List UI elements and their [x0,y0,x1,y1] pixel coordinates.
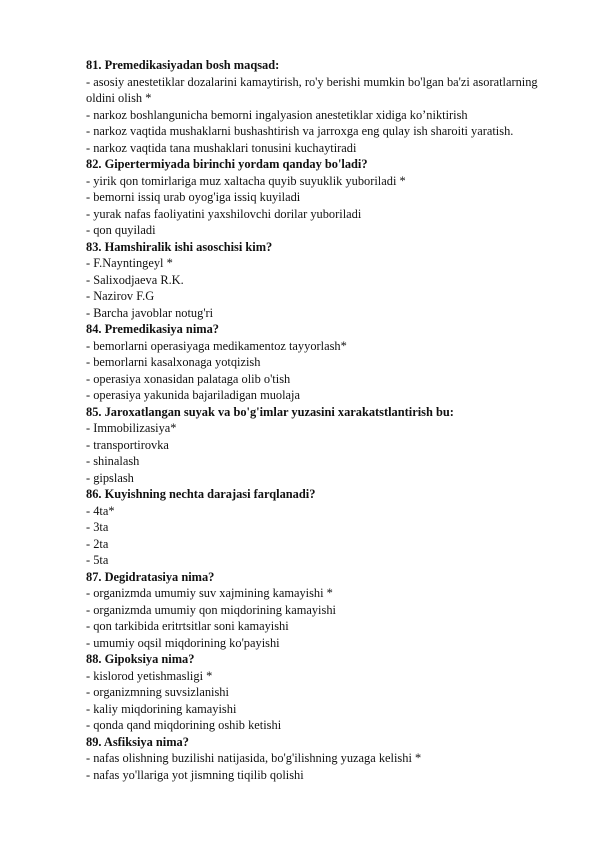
question-84 [86,321,538,404]
answer-option: - 2ta [86,536,109,551]
answer-option: - narkoz vaqtida mushaklarni bushashtirish va jarroxga eng qulay ish sharoiti yaratish. [86,124,514,138]
answer-option: - yirik qon tomirlariga muz xaltacha quyib suyuklik yuboriladi * [86,173,406,188]
question-title: 89. Asfiksiya nima? [86,734,189,749]
answer-option: - Immobilizasiya* [86,421,177,435]
question-title: 82. Gipertermiyada birinchi yordam qanday bo'ladi? [86,157,368,171]
answer-option: - operasiya xonasidan palataga olib o'tish [86,371,291,386]
answer-option: - shinalash [86,454,140,468]
question-title: 83. Hamshiralik ishi asoschisi kim? [86,239,273,254]
answer-option: - 4ta* [86,503,115,518]
answer-option: - umumiy oqsil miqdorining ko'payishi [86,635,280,650]
question-83 [86,239,538,322]
answer-option: - bemorni issiq urab oyog'iga issiq kuyiladi [86,190,301,204]
question-title: 81. Premedikasiyadan bosh maqsad: [86,58,280,72]
question-87 [86,569,538,652]
answer-option: - gipslash [86,470,134,485]
answer-option: - organizmda umumiy suv xajmining kamayishi * [86,586,333,600]
answer-option: - narkoz vaqtida tana mushaklari tonusini kuchaytiradi [86,140,357,155]
question-title: 87. Degidratasiya nima? [86,569,215,584]
answer-option: - qonda qand miqdorining oshib ketishi [86,718,282,732]
question-82 [86,156,538,239]
answer-option: - narkoz boshlangunicha bemorni ingalyasion anestetiklar xidiga ko’niktirish [86,107,468,122]
question-86 [86,486,538,569]
document-page [86,57,538,783]
answer-option: - bemorlarni kasalxonaga yotqizish [86,355,261,369]
answer-option: - 3ta [86,520,109,534]
answer-option: - bemorlarni operasiyaga medikamentoz tayyorlash* [86,338,347,353]
question-85 [86,404,538,487]
question-88 [86,651,538,734]
answer-option: - 5ta [86,553,109,567]
answer-option: - organizmning suvsizlanishi [86,685,229,699]
answer-option: - transportirovka [86,437,169,452]
answer-option: - Barcha javoblar notug'ri [86,305,214,320]
answer-option: - kislorod yetishmasligi * [86,668,213,683]
question-89 [86,734,538,784]
answer-option: - nafas olishning buzilishi natijasida, bo'g'ilishning yuzaga kelishi * [86,751,422,765]
question-title: 88. Gipoksiya nima? [86,652,195,666]
answer-option: - Salixodjaeva R.K. [86,272,184,287]
answer-option: - qon tarkibida eritrtsitlar soni kamayishi [86,619,289,633]
question-title: 86. Kuyishning nechta darajasi farqlanadi? [86,487,316,501]
answer-option: - Nazirov F.G [86,289,155,303]
answer-option: - operasiya yakunida bajariladigan muolaja [86,388,300,402]
answer-option: - organizmda umumiy qon miqdorining kamayishi [86,602,336,617]
question-81 [86,57,538,156]
answer-option: - F.Nayntingeyl * [86,256,173,270]
answer-option: - qon quyiladi [86,223,156,237]
question-title: 85. Jaroxatlangan suyak va bo'g'imlar yuzasini xarakatstlantirish bu: [86,404,454,419]
answer-option: - kaliy miqdorining kamayishi [86,701,237,716]
question-title: 84. Premedikasiya nima? [86,322,219,336]
answer-option: - nafas yo'llariga yot jismning tiqilib qolishi [86,767,304,782]
answer-option: - asosiy anestetiklar dozalarini kamaytirish, ro'y berishi mumkin bo'lgan ba'zi asoratlarning oldini olish * [86,74,538,105]
answer-option: - yurak nafas faoliyatini yaxshilovchi dorilar yuboriladi [86,206,362,221]
